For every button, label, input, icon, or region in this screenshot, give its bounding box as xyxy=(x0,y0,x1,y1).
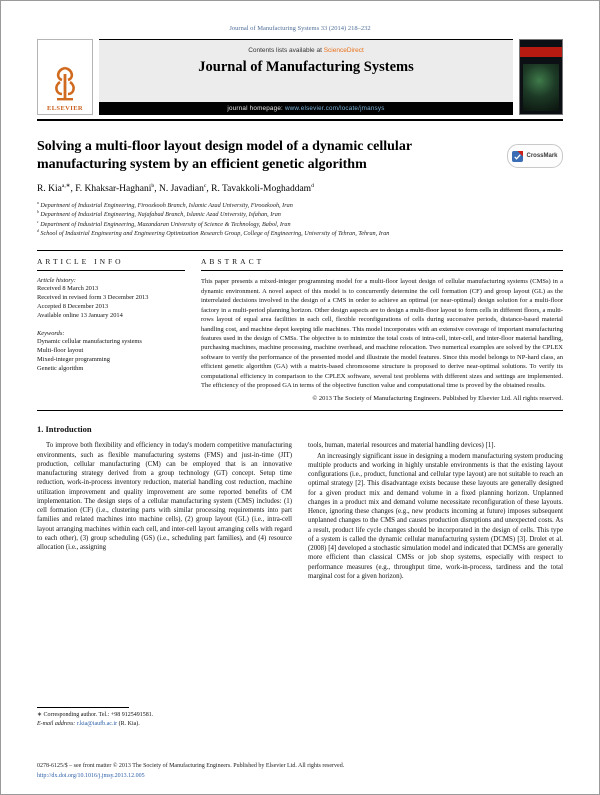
journal-cover-thumbnail xyxy=(519,39,563,115)
abstract-column xyxy=(201,257,563,402)
keywords-label: Keywords: xyxy=(37,330,65,338)
cover-red-band xyxy=(520,47,562,57)
email-link[interactable]: r.kia@iaufb.ac.ir xyxy=(76,721,118,728)
body-paragraph: tools, human, material resources and material handling devices) [1]. xyxy=(308,442,496,450)
author-name: , F. Khaksar-Haghani$^b$ xyxy=(71,184,155,194)
spacer xyxy=(37,321,185,328)
crossmark-icon xyxy=(512,151,523,162)
body-paragraph: To improve both flexibility and efficiency in today's modern competitive manufacturing environments, such as flexible manufacturing systems (FMS) and just-in-time (JIT) production, cellular manufacturing (CM) can be employed that is an innovative manufacturing strategy derived from a group technology (GT) concept. Setup time reduction, work-in-process inventory reduction, material handling cost reduction, machine utilization improvement and quality improvement are some reported benefits of CM implementation. The design steps of a cellular manufacturing system (CMS) includes: (1) cell formation (CF) (i.e., clustering parts with similar processing requirements into part families and related machines into machine cells), (2) group layout (GL) (i.e., intra-cell layout arranging machines within each cell, and inter-cell layout arranging cells with regard to each other), (3) group scheduling (GS) (i.e., scheduling part families), and (4) resource allocation (i.e., assigning xyxy=(37,442,292,552)
elsevier-logo-label: ELSEVIER xyxy=(46,105,84,112)
contents-line xyxy=(248,47,364,54)
section-heading-introduction: 1. Introduction xyxy=(37,424,92,435)
body-column-right xyxy=(308,441,563,729)
elsevier-logo xyxy=(37,39,93,115)
email-suffix: (R. Kia). xyxy=(118,721,140,728)
history-item: Accepted 8 December 2013 xyxy=(37,303,109,311)
elsevier-tree-icon xyxy=(48,64,82,104)
corresponding-author-note: ∗ Corresponding author. Tel.: +98 9125491581. xyxy=(37,712,154,719)
crossmark-label: CrossMark xyxy=(526,153,558,159)
author-name: R. Kia$^{a,∗}$ xyxy=(37,182,71,194)
doi-link[interactable]: http://dx.doi.org/10.1016/j.jmsy.2013.12.005 xyxy=(37,772,145,779)
article-info-heading: ARTICLE INFO xyxy=(37,257,185,271)
history-item: Received in revised form 3 December 2013 xyxy=(37,294,149,302)
history-item: Available online 13 January 2014 xyxy=(37,312,123,320)
homepage-url-link[interactable]: www.elsevier.com/locate/jmansys xyxy=(284,105,385,112)
affiliation: $^d$ School of Industrial Engineering and Engineering Optimization Research Group, College of Engineering, University of Tehran, Tehran, Iran xyxy=(37,229,390,238)
abstract-heading: ABSTRACT xyxy=(201,257,563,271)
article-info-abstract-section xyxy=(37,250,563,411)
sciencedirect-link[interactable]: ScienceDirect xyxy=(323,47,364,54)
contents-prefix: Contents lists available at xyxy=(248,47,324,54)
author-name: , N. Javadian$^c$ xyxy=(154,184,206,194)
issn-copyright-line: 0278-6125/$ – see front matter © 2013 The Society of Manufacturing Engineers. Published by Elsevier Ltd. All rights reserved. xyxy=(37,763,345,770)
footnote-rule xyxy=(37,707,129,708)
body-paragraph: An increasingly significant issue in designing a modern manufacturing system producing multiple products and working in highly unstable environments is that the existing layout configurations (i.e., product, functional and cellular type layout) are not suitable to reach an optimal strategy [2]. This disadvantage exists because these layouts are generally designed for a given product mix and demand volume in a fixed planning horizon. Unplanned changes in a product mix and demand volume necessitate reconfiguration of these layouts. Hence, ignoring these changes (e.g., new products incoming at future) imposes subsequent unplanned changes to the CMS and causes production disruptions and unexpected costs. As a result, product life cycle changes should be incorporated in the design of cells. This type of a system is called the dynamic cellular manufacturing system (DCMS) [3]. Drolet et al. (2008) [4] developed a stochastic simulation model and indicated that DCMSs are generally more efficient than classical CMSs or job shop systems, especially with respect to performance measures (e.g., throughput time, work-in-process, tardiness and the total marginal cost for a given horizon). xyxy=(308,452,563,580)
affiliation-list xyxy=(37,201,563,238)
body-column-left xyxy=(37,441,292,729)
journal-banner xyxy=(99,39,513,115)
abstract-text: This paper presents a mixed-integer programming model for a multi-floor layout design of cellular manufacturing systems (CMSs) in a dynamic environment. A novel aspect of this model is to concurrently determine the cell formation (CF) and group layout (GL) as the interrelated decisions involved in the design of a CMS in order to achieve an optimal (or near-optimal) design solution for a multi-floor factory in a multi-period planning horizon. Other design aspects are to design a multi-floor layout to form cells in different floors, a multi-rows layout of equal area facilities in each cell, flexible reconfigurations of cells during successive periods, distance-based material handling cost, and machine depot keeping idle machines. This model incorporates with an extensive coverage of important manufacturing features used in the design of CMSs. The objective is to minimize the total costs of intra-cell, inter-cell, and inter-floor material handling, purchasing machines, machine processing, machine overhead, and machine relocation. Two numerical examples are solved by the CPLEX software to verify the performance of the presented model and illustrate the model features. Since this model belongs to NP-hard class, an efficient genetic algorithm (GA) with a matrix-based chromosome structure is proposed to derive near-optimal solutions. To verify its computational efficiency in comparison to the CPLEX software, several test problems with different sizes and settings are implemented. The efficiency of the proposed GA in terms of the objective function value and computational time is proved by the obtained results. xyxy=(201,278,563,390)
body-columns xyxy=(37,441,563,729)
affiliation: $^b$ Department of Industrial Engineering, Najafabad Branch, Islamic Azad University, Isfahan, Iran xyxy=(37,210,281,219)
email-note xyxy=(37,720,292,729)
keyword-item: Mixed-integer programming xyxy=(37,356,110,364)
page-footer xyxy=(37,762,563,781)
journal-header xyxy=(37,39,563,115)
history-item: Received 8 March 2013 xyxy=(37,285,99,293)
author-line xyxy=(37,183,563,194)
homepage-label: journal homepage: xyxy=(227,105,285,112)
journal-title: Journal of Manufacturing Systems xyxy=(198,59,414,75)
author-name: , R. Tavakkoli-Moghaddam$^d$ xyxy=(206,184,314,194)
crossmark-badge[interactable] xyxy=(507,144,563,168)
journal-reference-line: Journal of Manufacturing Systems 33 (2014) 218–232 xyxy=(229,25,371,32)
article-title: Solving a multi-floor layout design model of a dynamic cellular manufacturing system by an efficient genetic algorithm xyxy=(37,139,412,172)
affiliation: $^c$ Department of Industrial Engineering, Mazandaran University of Science & Technology, Babol, Iran xyxy=(37,219,291,228)
keyword-item: Genetic algorithm xyxy=(37,365,84,373)
article-info-column xyxy=(37,257,185,402)
title-row xyxy=(37,138,563,174)
cover-image xyxy=(523,64,559,111)
header-divider-rule xyxy=(37,119,563,121)
journal-homepage-bar xyxy=(99,102,513,116)
email-label: E-mail address: xyxy=(37,721,76,728)
footnote-block xyxy=(37,707,292,729)
keyword-item: Dynamic cellular manufacturing systems xyxy=(37,338,142,346)
keyword-item: Multi-floor layout xyxy=(37,347,84,355)
affiliation: $^a$ Department of Industrial Engineering, Firoozkooh Branch, Islamic Azad University, Firoozkooh, Iran xyxy=(37,200,293,210)
article-history-label: Article history: xyxy=(37,277,76,285)
abstract-copyright: © 2013 The Society of Manufacturing Engineers. Published by Elsevier Ltd. All rights reserved. xyxy=(312,395,563,403)
